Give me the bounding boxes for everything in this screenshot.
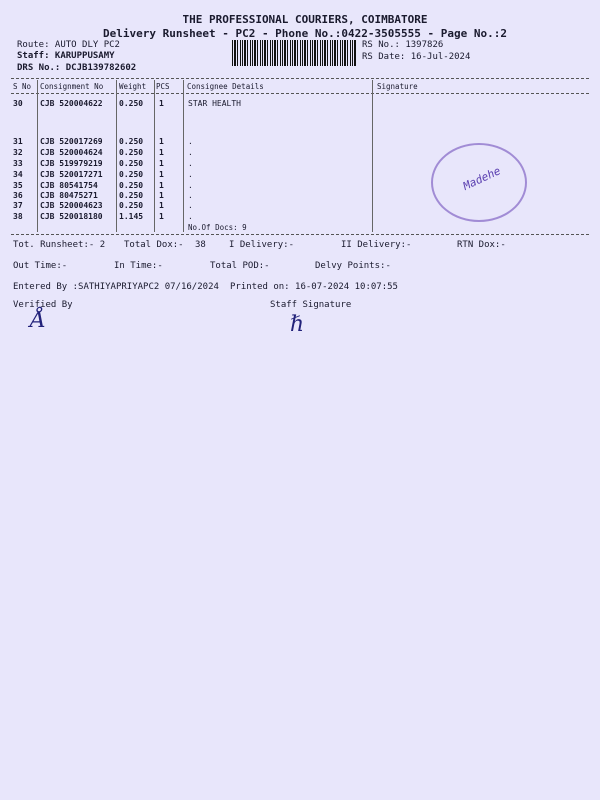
row-weight: 0.250	[119, 181, 144, 190]
row-weight: 1.145	[119, 212, 144, 221]
row-consignee: .	[188, 191, 193, 200]
row-consignment: CJB 520004622	[40, 99, 103, 108]
row-consignment: CJB 519979219	[40, 159, 103, 168]
table-bottom-divider	[11, 234, 589, 235]
row-sno: 37	[13, 201, 23, 210]
row-consignment: CJB 80541754	[40, 181, 98, 190]
row-consignment: CJB 520018180	[40, 212, 103, 221]
ii-delivery-label: II Delivery:-	[341, 240, 412, 250]
rs-date: RS Date: 16-Jul-2024	[362, 52, 471, 62]
row-consignee: .	[188, 212, 193, 221]
staff-signature-label: Staff Signature	[270, 300, 352, 310]
no-of-docs: No.Of Docs: 9	[188, 223, 247, 232]
handwritten-signature-stamp: Madehe	[461, 164, 503, 193]
row-consignee: .	[188, 201, 193, 210]
row-consignee: .	[188, 181, 193, 190]
total-dox-label: Total Dox:-	[124, 240, 184, 250]
col-header-weight: Weight	[119, 82, 147, 91]
row-consignment: CJB 520004623	[40, 201, 103, 210]
row-sno: 35	[13, 181, 23, 190]
table-row	[0, 99, 600, 110]
row-sno: 36	[13, 191, 23, 200]
col-header-consignment: Consignment No	[40, 82, 104, 91]
row-pcs: 1	[159, 159, 164, 168]
row-pcs: 1	[159, 212, 164, 221]
runsheet-subtitle: Delivery Runsheet - PC2 - Phone No.:0422-3505555 - Page No.:2	[103, 27, 507, 40]
table-row	[0, 212, 600, 223]
row-weight: 0.250	[119, 170, 144, 179]
row-consignee: STAR HEALTH	[188, 99, 241, 108]
entered-by: Entered By :SATHIYAPRIYAPC2 07/16/2024	[13, 282, 219, 292]
row-sno: 30	[13, 99, 23, 108]
verified-by-label: Verified By	[13, 300, 73, 310]
col-header-sno: S No	[13, 82, 32, 91]
row-consignee: .	[188, 137, 193, 146]
col-header-signature: Signature	[377, 82, 418, 91]
row-pcs: 1	[159, 170, 164, 179]
rs-number: RS No.: 1397826	[362, 40, 444, 50]
in-time-label: In Time:-	[114, 261, 163, 271]
row-sno: 34	[13, 170, 23, 179]
tot-runsheet: Tot. Runsheet:- 2	[13, 240, 106, 250]
row-weight: 0.250	[119, 148, 144, 157]
total-dox-value: 38	[195, 240, 206, 250]
row-pcs: 1	[159, 148, 164, 157]
rtn-dox-label: RTN Dox:-	[457, 240, 506, 250]
row-consignee: .	[188, 159, 193, 168]
row-weight: 0.250	[119, 99, 144, 108]
row-consignee: .	[188, 170, 193, 179]
row-sno: 33	[13, 159, 23, 168]
row-consignment: CJB 520017269	[40, 137, 103, 146]
row-weight: 0.250	[119, 191, 144, 200]
row-pcs: 1	[159, 201, 164, 210]
row-consignment: CJB 520017271	[40, 170, 103, 179]
staff-signature-mark: ℏ	[290, 312, 305, 337]
row-sno: 32	[13, 148, 23, 157]
verifier-signature-mark: Å	[30, 308, 46, 333]
barcode-image	[232, 40, 356, 66]
col-header-consignee: Consignee Details	[187, 82, 264, 91]
row-pcs: 1	[159, 181, 164, 190]
table-top-divider	[11, 78, 589, 79]
i-delivery-label: I Delivery:-	[229, 240, 295, 250]
col-header-pcs: PCS	[156, 82, 170, 91]
printed-on: Printed on: 16-07-2024 10:07:55	[230, 282, 398, 292]
row-weight: 0.250	[119, 159, 144, 168]
row-sno: 31	[13, 137, 23, 146]
row-pcs: 1	[159, 191, 164, 200]
row-weight: 0.250	[119, 137, 144, 146]
company-title: THE PROFESSIONAL COURIERS, COIMBATORE	[182, 13, 428, 26]
row-consignment: CJB 80475271	[40, 191, 98, 200]
out-time-label: Out Time:-	[13, 261, 68, 271]
row-consignment: CJB 520004624	[40, 148, 103, 157]
delvy-points-label: Delvy Points:-	[315, 261, 391, 271]
row-sno: 38	[13, 212, 23, 221]
row-pcs: 1	[159, 99, 164, 108]
total-pod-label: Total POD:-	[210, 261, 270, 271]
table-row	[0, 137, 600, 148]
row-pcs: 1	[159, 137, 164, 146]
drs-number: DRS No.: DCJB139782602	[17, 63, 137, 73]
row-consignee: .	[188, 148, 193, 157]
staff-label: Staff: KARUPPUSAMY	[17, 51, 115, 61]
row-weight: 0.250	[119, 201, 144, 210]
table-header-divider	[11, 93, 589, 94]
route-label: Route: AUTO DLY PC2	[17, 40, 120, 50]
